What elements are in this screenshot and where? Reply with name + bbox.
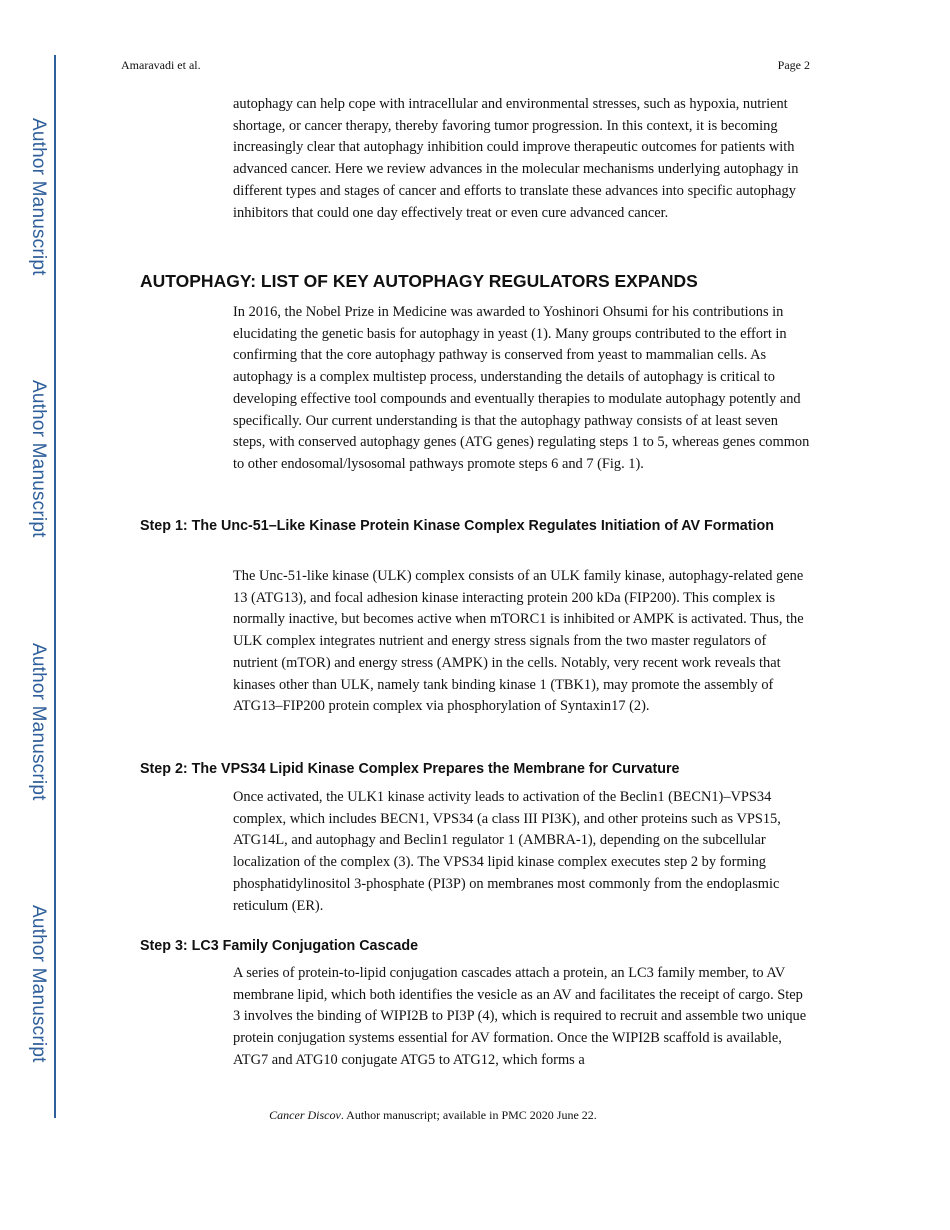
step3-paragraph: A series of protein-to-lipid conjugation cascades attach a protein, an LC3 family member, to AV membrane lipid, which both identifies the vesicle as an AV and facilitates the receipt of cargo. Step 3 involves the binding of WIPI2B to PI3P (4), which is required to recruit and assemble two unique protein conjugation systems essential for AV formation. Once the WIPI2B scaffold is available, ATG7 and ATG10 conjugate ATG5 to ATG12, which forms a [233, 965, 807, 1068]
sidebar-rule [54, 55, 56, 1118]
step1-heading: Step 1: The Unc-51–Like Kinase Protein Kinase Complex Regulates Initiation of AV Formation [140, 518, 774, 534]
header-page-number: Page 2 [777, 58, 810, 72]
step1-paragraph: The Unc-51-like kinase (ULK) complex consists of an ULK family kinase, autophagy-related gene 13 (ATG13), and focal adhesion kinase interacting protein 200 kDa (FIP200). This complex is normally inactive, but becomes active when mTORC1 is inhibited or AMPK is activated. Thus, the ULK complex integrates nutrient and energy stress signals from the two master regulators of nutrient (mTOR) and energy stress (AMPK) in the cells. Notably, very recent work reveals that kinases other than ULK, namely tank binding kinase 1 (TBK1), may promote the assembly of ATG13–FIP200 protein complex via phosphorylation of Syntaxin17 (2). [233, 568, 804, 715]
section-heading: AUTOPHAGY: LIST OF KEY AUTOPHAGY REGULATORS EXPANDS [140, 271, 698, 291]
step3-heading: Step 3: LC3 Family Conjugation Cascade [140, 938, 419, 954]
page-footer [0, 1108, 866, 1123]
footer-note: . Author manuscript; available in PMC 2020 June 22. [340, 1108, 597, 1122]
running-header [121, 58, 810, 73]
footer-journal: Cancer Discov [269, 1108, 341, 1122]
header-authors: Amaravadi et al. [121, 58, 201, 72]
step2-heading: Step 2: The VPS34 Lipid Kinase Complex Prepares the Membrane for Curvature [140, 761, 680, 777]
intro-paragraph: autophagy can help cope with intracellular and environmental stresses, such as hypoxia, nutrient shortage, or cancer therapy, thereby favoring tumor progression. In this context, it is becoming increasingly clear that autophagy inhibition could improve therapeutic outcomes for patients with advanced cancer. Here we review advances in the molecular mechanisms underlying autophagy in different types and stages of cancer and efforts to translate these advances into specific autophagy inhibitors that could one day effectively treat or even cure advanced cancer. [233, 96, 799, 221]
section-paragraph: In 2016, the Nobel Prize in Medicine was awarded to Yoshinori Ohsumi for his contributions in elucidating the genetic basis for autophagy in yeast (1). Many groups contributed to the effort in confirming that the core autophagy pathway is conserved from yeast to mammalian cells. As autophagy is a complex multistep process, understanding the details of autophagy is critical to developing effective tool compounds and eventually therapies to modulate autophagy potently and specifically. Our current understanding is that the autophagy pathway consists of at least seven steps, with conserved autophagy genes (ATG genes) regulating steps 1 to 5, whereas genes common to other endosomal/lysosomal pathways promote steps 6 and 7 (Fig. 1). [233, 304, 810, 472]
step2-paragraph: Once activated, the ULK1 kinase activity leads to activation of the Beclin1 (BECN1)–VPS34 complex, which includes BECN1, VPS34 (a class III PI3K), and other proteins such as VPS15, ATG14L, and autophagy and Beclin1 regulator 1 (AMBRA-1), depending on the subcellular localization of the complex (3). The VPS34 lipid kinase complex executes step 2 by forming phosphatidylinositol 3-phosphate (PI3P) on membranes most commonly from the endoplasmic reticulum (ER). [233, 789, 781, 914]
